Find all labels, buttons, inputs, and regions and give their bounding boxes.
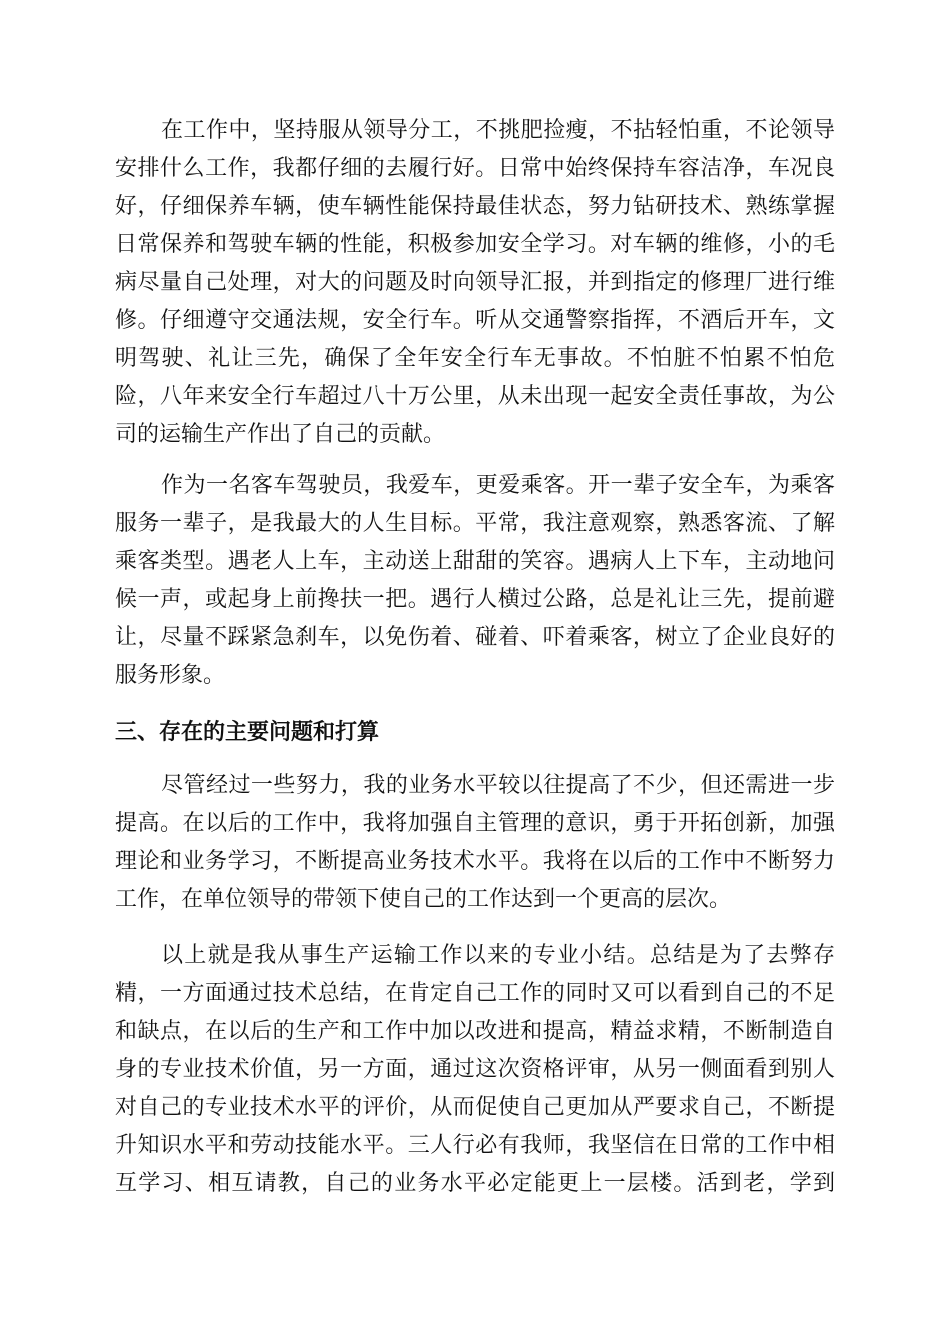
paragraph-line: 和缺点，在以后的生产和工作中加以改进和提高，精益求精，不断制造自 bbox=[115, 1019, 835, 1044]
paragraph-line: 让，尽量不踩紧急刹车，以免伤着、碰着、吓着乘客，树立了企业良好的 bbox=[115, 625, 835, 650]
paragraph-work-attitude bbox=[115, 112, 835, 454]
paragraph-line: 服务一辈子，是我最大的人生目标。平常，我注意观察，熟悉客流、了解 bbox=[115, 511, 835, 536]
paragraph-line: 理论和业务学习，不断提高业务技术水平。我将在以后的工作中不断努力 bbox=[115, 849, 835, 874]
paragraph-line: 安排什么工作，我都仔细的去履行好。日常中始终保持车容洁净，车况良 bbox=[115, 156, 835, 181]
paragraph-line: 服务形象。 bbox=[115, 663, 226, 688]
section-heading: 三、存在的主要问题和打算 bbox=[115, 719, 380, 745]
paragraph-line: 对自己的专业技术水平的评价，从而促使自己更加从严要求自己，不断提 bbox=[115, 1095, 835, 1120]
paragraph-line: 工作，在单位领导的带领下使自己的工作达到一个更高的层次。 bbox=[115, 887, 732, 912]
paragraph-line: 升知识水平和劳动技能水平。三人行必有我师，我坚信在日常的工作中相 bbox=[115, 1133, 835, 1158]
paragraph-line: 精，一方面通过技术总结，在肯定自己工作的同时又可以看到自己的不足 bbox=[115, 981, 835, 1006]
paragraph-line: 好，仔细保养车辆，使车辆性能保持最佳状态，努力钻研技术、熟练掌握 bbox=[115, 194, 835, 219]
paragraph-line: 明驾驶、礼让三先，确保了全年安全行车无事故。不怕脏不怕累不怕危 bbox=[115, 346, 835, 371]
paragraph-line: 互学习、相互请教，自己的业务水平必定能更上一层楼。活到老，学到 bbox=[115, 1171, 835, 1196]
paragraph-line: 以上就是我从事生产运输工作以来的专业小结。总结是为了去弊存 bbox=[161, 943, 835, 968]
paragraph-line: 候一声，或起身上前搀扶一把。遇行人横过公路，总是礼让三先，提前避 bbox=[115, 587, 835, 612]
paragraph-passenger-service bbox=[115, 467, 835, 695]
paragraph-line: 在工作中，坚持服从领导分工，不挑肥捡瘦，不拈轻怕重，不论领导 bbox=[161, 118, 835, 143]
paragraph-line: 作为一名客车驾驶员，我爱车，更爱乘客。开一辈子安全车，为乘客 bbox=[161, 473, 835, 498]
paragraph-improvement-plan bbox=[115, 767, 835, 919]
paragraph-summary bbox=[115, 937, 835, 1203]
paragraph-line: 提高。在以后的工作中，我将加强自主管理的意识，勇于开拓创新，加强 bbox=[115, 811, 835, 836]
paragraph-line: 身的专业技术价值，另一方面，通过这次资格评审，从另一侧面看到别人 bbox=[115, 1057, 835, 1082]
paragraph-line: 修。仔细遵守交通法规，安全行车。听从交通警察指挥，不酒后开车，文 bbox=[115, 308, 835, 333]
paragraph-line: 日常保养和驾驶车辆的性能，积极参加安全学习。对车辆的维修，小的毛 bbox=[115, 232, 835, 257]
paragraph-line: 病尽量自己处理，对大的问题及时向领导汇报，并到指定的修理厂进行维 bbox=[115, 270, 835, 295]
paragraph-line: 司的运输生产作出了自己的贡献。 bbox=[115, 422, 446, 447]
paragraph-line: 险，八年来安全行车超过八十万公里，从未出现一起安全责任事故，为公 bbox=[115, 384, 835, 409]
paragraph-line: 乘客类型。遇老人上车，主动送上甜甜的笑容。遇病人上下车，主动地问 bbox=[115, 549, 835, 574]
paragraph-line: 尽管经过一些努力，我的业务水平较以往提高了不少，但还需进一步 bbox=[161, 773, 835, 798]
